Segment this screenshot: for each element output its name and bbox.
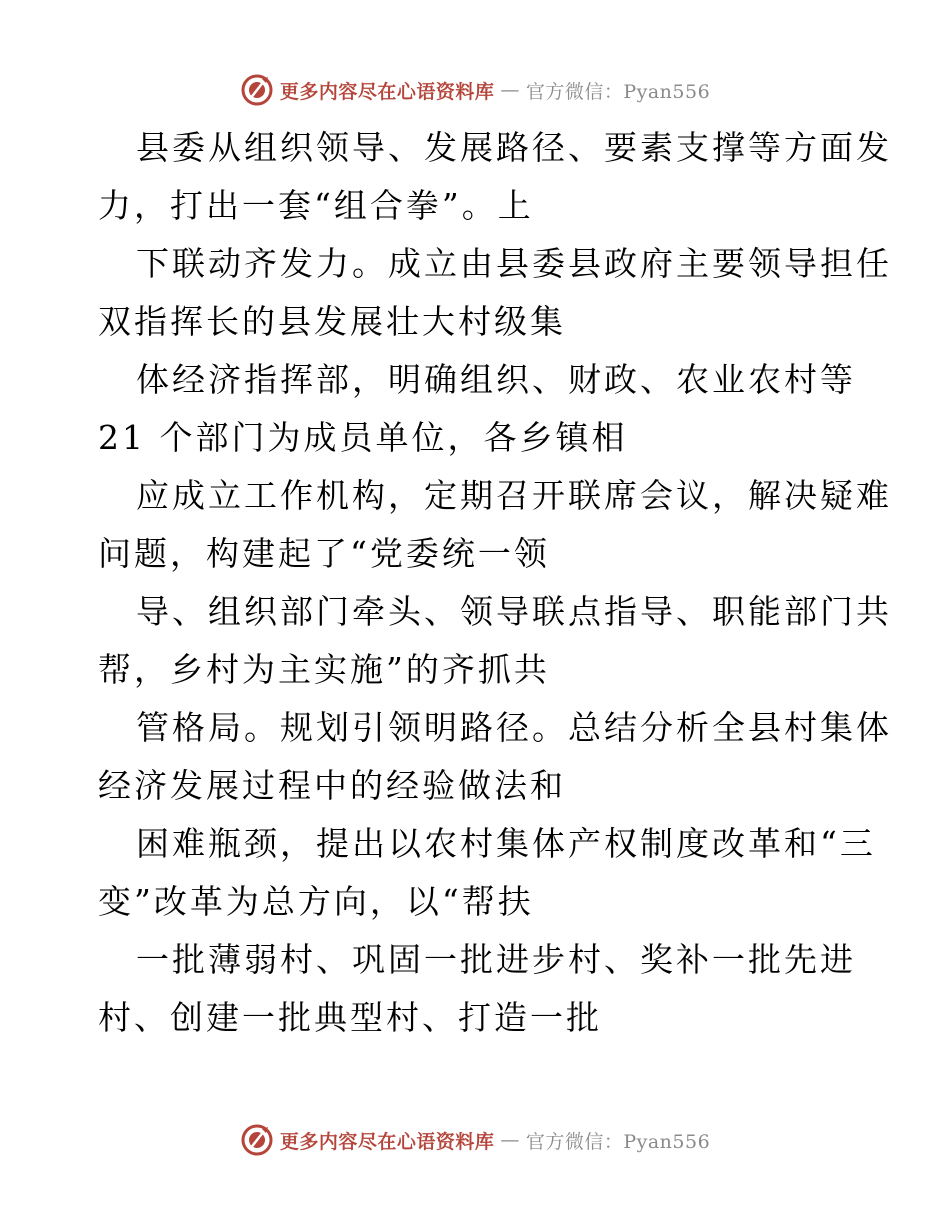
header-brand-text: 更多内容尽在心语资料库	[279, 80, 495, 103]
body-line: 村、创建一批典型村、打造一批	[98, 998, 602, 1037]
body-line: 双指挥长的县发展壮大村级集	[98, 302, 566, 341]
body-line: 困难瓶颈，提出以农村集体产权制度改革和“三	[136, 824, 876, 863]
body-line: 一批薄弱村、巩固一批进步村、奖补一批先进	[136, 940, 856, 979]
body-line: 应成立工作机构，定期召开联席会议，解决疑难	[136, 476, 892, 515]
brand-logo-icon	[240, 73, 274, 107]
document-body	[98, 119, 892, 1047]
body-line: 力，打出一套“组合拳”。上	[98, 186, 534, 225]
header-dash: —	[500, 79, 520, 101]
body-line: 经济发展过程中的经验做法和	[98, 766, 566, 805]
body-line: 变”改革为总方向，以“帮扶	[98, 882, 534, 921]
body-line: 体经济指挥部，明确组织、财政、农业农村等	[136, 360, 856, 399]
body-line: 21 个部门为成员单位，各乡镇相	[98, 418, 628, 457]
footer-contact-text: 官方微信：Pyan556	[525, 1130, 711, 1153]
body-line: 县委从组织领导、发展路径、要素支撑等方面发	[136, 128, 892, 167]
brand-logo-icon	[240, 1123, 274, 1157]
header-contact-text: 官方微信：Pyan556	[525, 80, 711, 103]
header-banner	[0, 70, 950, 110]
footer-brand-text: 更多内容尽在心语资料库	[279, 1130, 495, 1153]
body-line: 导、组织部门牵头、领导联点指导、职能部门共	[136, 592, 892, 631]
footer-banner	[0, 1120, 950, 1160]
body-line: 下联动齐发力。成立由县委县政府主要领导担任	[136, 244, 892, 283]
body-line: 问题，构建起了“党委统一领	[98, 534, 550, 573]
footer-dash: —	[500, 1129, 520, 1151]
body-line: 帮，乡村为主实施”的齐抓共	[98, 650, 550, 689]
body-line: 管格局。规划引领明路径。总结分析全县村集体	[136, 708, 892, 747]
